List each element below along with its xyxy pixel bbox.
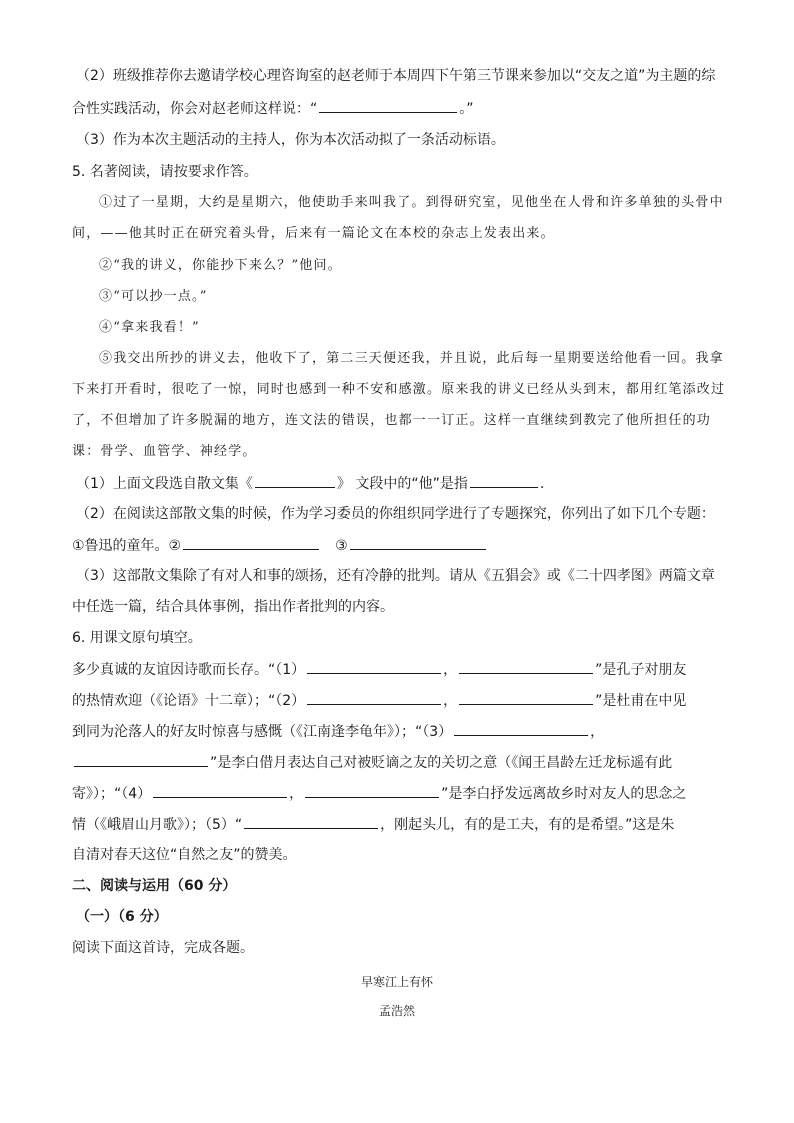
q6-text: ， — [590, 724, 605, 740]
q6-text: 的热情欢迎（《论语》十二章）；“（2） — [72, 693, 306, 709]
answer-blank[interactable] — [74, 752, 208, 767]
q5-passage-line: ③“可以抄一点。” — [99, 289, 208, 304]
answer-blank[interactable] — [454, 721, 588, 736]
q6-line: 自清对春天这位“自然之友”的赞美。 — [72, 847, 297, 863]
q6-text: ”是孔子对朋友 — [595, 662, 687, 678]
q5-sub1 — [76, 473, 544, 494]
q5-passage-line: 了，不但增加了许多脱漏的地方，连文法的错误，也都一一订正。这样一直继续到教完了他所担任的功 — [72, 413, 712, 428]
q5-passage-line: ④“拿来我看！” — [99, 320, 200, 335]
q5-sub3-line2: 中任选一篇，结合具体事例，指出作者批判的内容。 — [72, 599, 394, 615]
q6-text: ， — [289, 786, 304, 802]
q5-sub1-end: . — [539, 476, 545, 492]
q5-sub2-line1: （2）在阅读这部散文集的时候，作为学习委员的你组织同学进行了专题探究，你列出了如下几个专题： — [76, 506, 715, 522]
q4-item3: （3）作为本次主题活动的主持人，你为本次活动拟了一条活动标语。 — [76, 132, 505, 148]
q5-sub3-line1: （3）这部散文集除了有对人和事的颂扬，还有冷静的批判。请从《五猖会》或《二十四孝图》两篇文章 — [76, 568, 715, 584]
answer-blank[interactable] — [153, 783, 287, 798]
q6-text: ”是杜甫在中见 — [595, 693, 687, 709]
q6-line — [72, 721, 604, 742]
answer-blank[interactable] — [459, 659, 593, 674]
q5-sub1-text: （1）上面文段选自散文集《 — [76, 476, 253, 492]
q6-text: ”是李白抒发远离故乡时对友人的思念之 — [441, 786, 687, 802]
q6-text: 寄》）；“（4） — [72, 786, 152, 802]
q6-text: ”是李白借月表达自己对被贬谪之友的关切之意（《闻王昌龄左迁龙标遥有此 — [210, 755, 673, 771]
answer-blank[interactable] — [459, 690, 593, 705]
answer-blank[interactable] — [183, 535, 319, 550]
q5-sub2-text: ①鲁迅的童年。② — [72, 538, 182, 554]
q6-line — [72, 814, 674, 835]
q6-text: 多少真诚的友谊因诗歌而长存。“（1） — [72, 662, 306, 678]
answer-blank[interactable] — [307, 690, 441, 705]
q5-passage-line: ⑤我交出所抄的讲义去，他收下了，第二三天便还我，并且说，此后每一星期要送给他看一回。我拿 — [99, 351, 724, 366]
q6-line — [72, 783, 686, 804]
section-heading: 二、阅读与运用（60 分） — [72, 878, 237, 894]
q5-sub1-text: 》 文段中的“他”是指 — [336, 476, 468, 492]
q6-line — [72, 752, 672, 773]
q5-passage-line: 下来打开看时，很吃了一惊，同时也感到一种不安和感激。原来我的讲义已经从头到末，都用红笔添改过 — [72, 382, 726, 397]
q6-text: ， — [443, 693, 458, 709]
q5-sub2-line2 — [72, 535, 488, 556]
q5-title: 5. 名著阅读，请按要求作答。 — [72, 164, 258, 180]
q6-text: ，刚起头儿，有的是工夫，有的是希望。”这是朱 — [380, 817, 675, 833]
q5-passage-line: ②“我的讲义，你能抄下来么？”他问。 — [99, 258, 342, 273]
q5-passage-line: ①过了一星期，大约是星期六，他使助手来叫我了。到得研究室，见他坐在人骨和许多单独的头骨中 — [99, 195, 724, 210]
poem-title: 早寒江上有怀 — [360, 975, 433, 989]
answer-blank[interactable] — [350, 535, 486, 550]
answer-blank[interactable] — [255, 473, 335, 488]
answer-blank[interactable] — [470, 473, 538, 488]
poem-author: 孟浩然 — [378, 1004, 415, 1018]
q6-line — [72, 659, 686, 680]
q5-passage-line: 课：骨学、血管学、神经学。 — [72, 444, 257, 459]
q6-text: 到同为沦落人的好友时惊喜与感慨（《江南逢李龟年》）；“（3） — [72, 724, 453, 740]
q6-text: 情（《峨眉山月歌》）；（5）“ — [72, 817, 243, 833]
subsection-heading: （一）（6 分） — [76, 909, 168, 925]
q6-title: 6. 用课文原句填空。 — [72, 630, 202, 646]
q5-sub2-text: ③ — [335, 538, 348, 554]
q4-item2-line2 — [72, 98, 474, 119]
q4-item2-end: 。” — [459, 101, 474, 117]
instruction-text: 阅读下面这首诗，完成各题。 — [72, 940, 254, 956]
q4-item2-text: 合性实践活动，你会对赵老师这样说：“ — [72, 101, 318, 117]
q6-text: ， — [443, 662, 458, 678]
q4-item2-line1: （2）班级推荐你去邀请学校心理咨询室的赵老师于本周四下午第三节课来参加以“交友之道”为主题的综 — [76, 68, 716, 84]
answer-blank[interactable] — [305, 783, 439, 798]
answer-blank[interactable] — [319, 98, 457, 113]
q5-passage-line: 间，——他其时正在研究着头骨，后来有一篇论文在本校的杂志上发表出来。 — [72, 226, 555, 241]
answer-blank[interactable] — [244, 814, 378, 829]
q6-line — [72, 690, 686, 711]
answer-blank[interactable] — [307, 659, 441, 674]
